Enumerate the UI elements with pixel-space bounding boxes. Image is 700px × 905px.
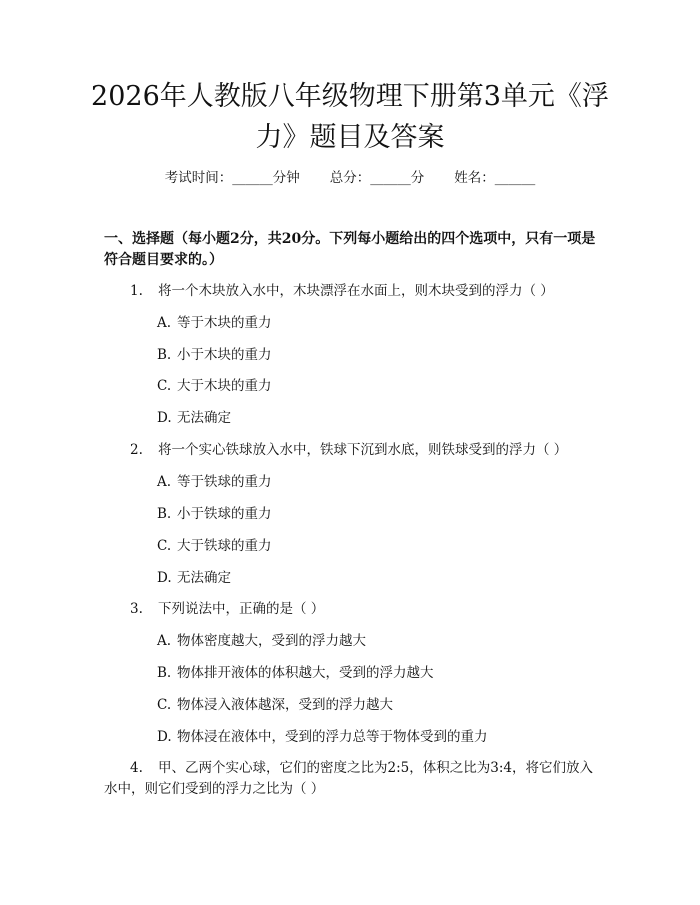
time-label: 考试时间： [164, 170, 233, 186]
time-blank: ______ [232, 170, 273, 186]
option-letter: D. [157, 729, 172, 745]
question-4 [104, 758, 600, 800]
question-1 [130, 281, 554, 301]
score-blank: ______ [370, 170, 411, 186]
document-title: 2026年人教版八年级物理下册第3单元《浮力》题目及答案 [91, 81, 609, 153]
option-letter: D. [157, 570, 172, 586]
option-text: 小于铁球的重力 [177, 506, 272, 522]
option-letter: B. [157, 506, 172, 522]
question-3-option-a [157, 631, 366, 651]
question-number: 4. [130, 760, 143, 776]
option-text: 物体浸入液体越深，受到的浮力越大 [177, 697, 393, 713]
option-text: 无法确定 [177, 570, 231, 586]
name-blank: ______ [494, 170, 536, 186]
option-letter: D. [157, 410, 172, 426]
score-unit: 分 [410, 170, 425, 186]
option-letter: B. [157, 347, 172, 363]
question-number: 2. [130, 442, 143, 458]
question-2 [130, 440, 567, 460]
question-text: 将一个木块放入水中，木块漂浮在水面上，则木块受到的浮力（ ） [158, 283, 554, 299]
question-3-option-c [157, 695, 393, 715]
option-letter: A. [157, 474, 172, 490]
option-text: 物体密度越大，受到的浮力越大 [177, 633, 366, 649]
question-1-option-b [157, 345, 272, 365]
score-label: 总分： [329, 170, 371, 186]
question-number: 1. [130, 283, 143, 299]
question-3 [130, 599, 324, 619]
option-letter: B. [157, 665, 172, 681]
name-label: 姓名： [454, 170, 495, 186]
option-text: 等于铁球的重力 [177, 474, 272, 490]
question-2-option-d [157, 568, 231, 588]
section-heading: 一、选择题（每小题2分，共20分。下列每小题给出的四个选项中，只有一项是符合题目要求的。） [104, 231, 596, 268]
question-2-option-c [157, 536, 272, 556]
question-1-option-d [157, 408, 231, 428]
question-text: 将一个实心铁球放入水中，铁球下沉到水底，则铁球受到的浮力（ ） [158, 442, 568, 458]
time-unit: 分钟 [272, 170, 300, 186]
option-text: 物体浸在液体中，受到的浮力总等于物体受到的重力 [177, 729, 488, 745]
option-text: 小于木块的重力 [177, 347, 272, 363]
question-text: 下列说法中，正确的是（ ） [158, 601, 325, 617]
option-letter: C. [157, 378, 172, 394]
option-text: 物体排开液体的体积越大，受到的浮力越大 [177, 665, 434, 681]
option-text: 大于铁球的重力 [177, 538, 272, 554]
option-letter: A. [157, 315, 172, 331]
option-letter: C. [157, 697, 172, 713]
exam-info-line [0, 168, 700, 188]
question-1-option-c [157, 376, 272, 396]
question-3-option-b [157, 663, 434, 683]
option-letter: C. [157, 538, 172, 554]
question-1-option-a [157, 313, 272, 333]
option-text: 大于木块的重力 [177, 378, 272, 394]
question-number: 3. [130, 601, 143, 617]
question-2-option-b [157, 504, 272, 524]
question-2-option-a [157, 472, 272, 492]
question-text: 甲、乙两个实心球，它们的密度之比为2:5，体积之比为3:4，将它们放入水中，则它们受到的浮力之比为（ ） [104, 760, 593, 797]
option-text: 无法确定 [177, 410, 231, 426]
option-text: 等于木块的重力 [177, 315, 272, 331]
option-letter: A. [157, 633, 172, 649]
question-3-option-d [157, 727, 488, 747]
